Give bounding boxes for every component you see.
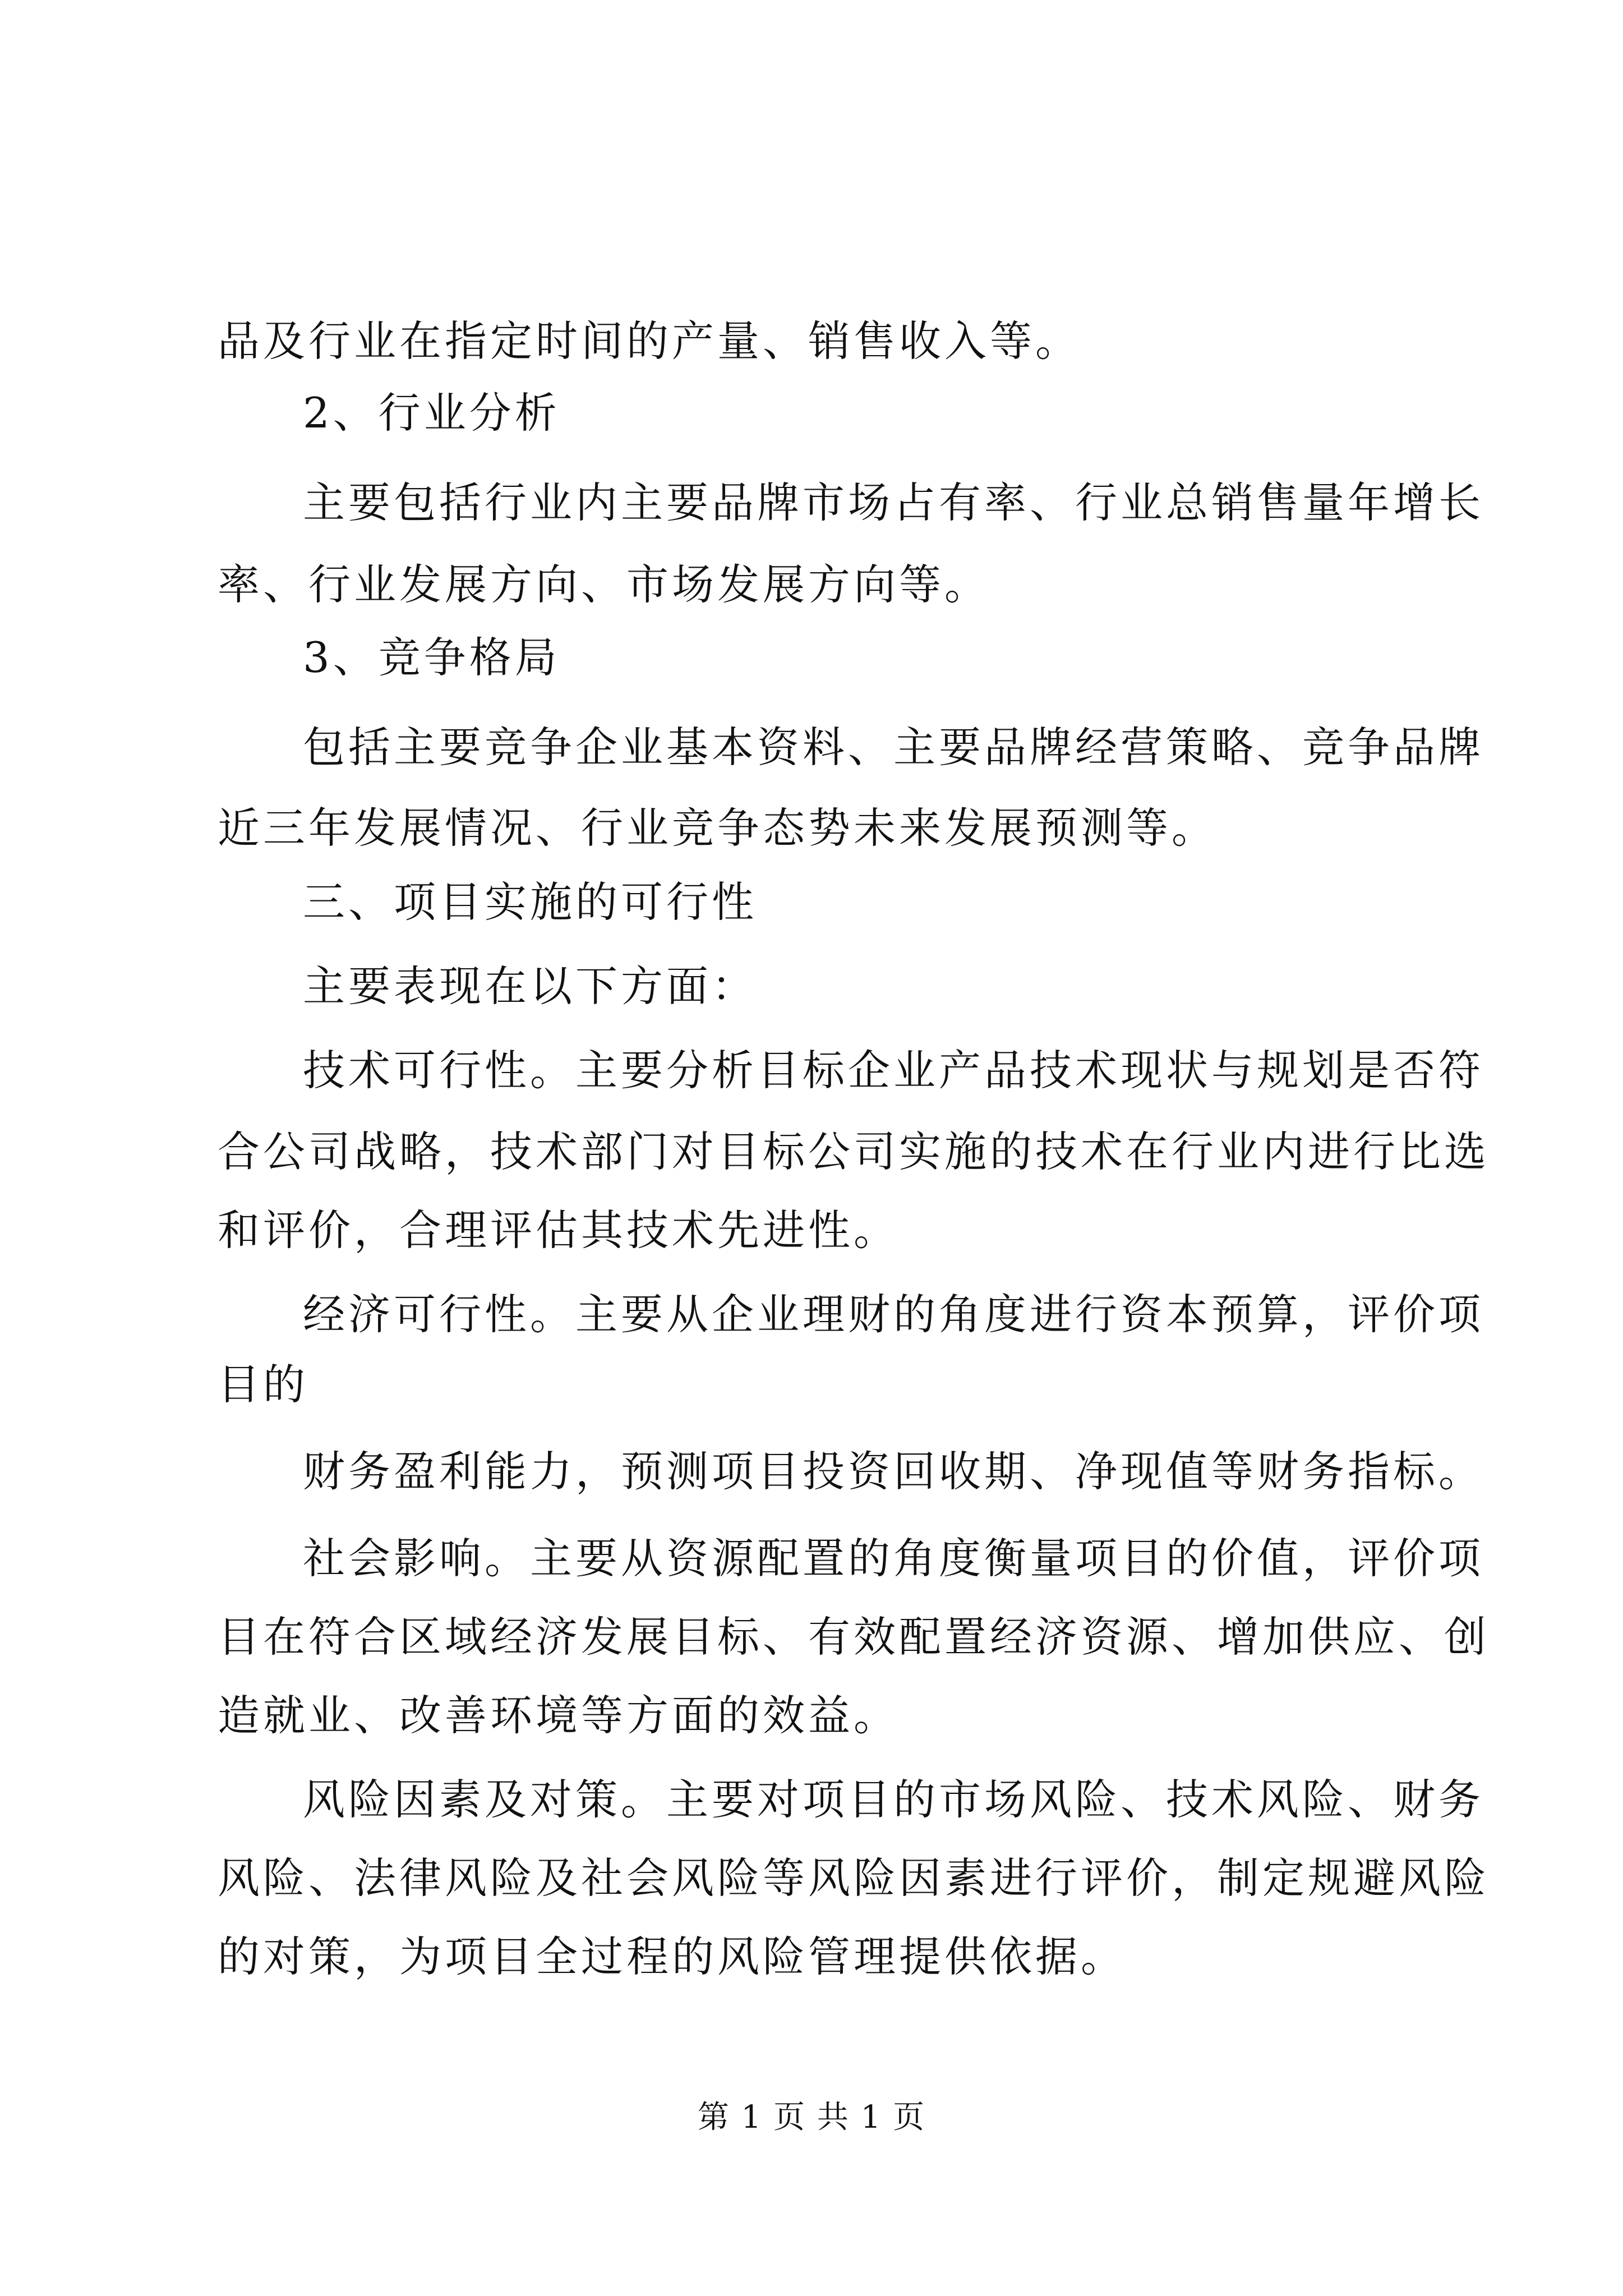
section-heading: 三、项目实施的可行性: [303, 877, 758, 927]
paragraph-line: 率、行业发展方向、市场发展方向等。: [218, 560, 990, 609]
paragraph-line: 主要包括行业内主要品牌市场占有率、行业总销售量年增长: [303, 478, 1484, 527]
paragraph-line: 包括主要竞争企业基本资料、主要品牌经营策略、竞争品牌: [303, 723, 1484, 772]
section-heading: 2、行业分析: [303, 388, 560, 438]
section-heading: 3、竞争格局: [303, 633, 560, 682]
paragraph-line: 财务盈利能力，预测项目投资回收期、净现值等财务指标。: [303, 1447, 1484, 1496]
paragraph-line: 技术可行性。主要分析目标企业产品技术现状与规划是否符: [303, 1046, 1484, 1095]
paragraph-line: 经济可行性。主要从企业理财的角度进行资本预算，评价项: [303, 1290, 1484, 1339]
paragraph-line: 目的: [218, 1360, 309, 1409]
paragraph-line: 造就业、改善环境等方面的效益。: [218, 1691, 900, 1740]
paragraph-line: 的对策，为项目全过程的风险管理提供依据。: [218, 1932, 1127, 1981]
paragraph-line: 目在符合区域经济发展目标、有效配置经济资源、增加供应、创: [218, 1612, 1490, 1662]
paragraph-line: 主要表现在以下方面：: [303, 961, 758, 1011]
paragraph-line: 品及行业在指定时间的产量、销售收入等。: [218, 316, 1081, 366]
page-footer: 第 1 页 共 1 页: [697, 2099, 926, 2136]
paragraph-line: 和评价，合理评估其技术先进性。: [218, 1205, 900, 1255]
paragraph-line: 风险、法律风险及社会风险等风险因素进行评价，制定规避风险: [218, 1853, 1490, 1903]
paragraph-line: 合公司战略，技术部门对目标公司实施的技术在行业内进行比选: [218, 1127, 1490, 1176]
paragraph-line: 近三年发展情况、行业竞争态势未来发展预测等。: [218, 803, 1218, 853]
paragraph-line: 社会影响。主要从资源配置的角度衡量项目的价值，评价项: [303, 1534, 1484, 1583]
paragraph-line: 风险因素及对策。主要对项目的市场风险、技术风险、财务: [303, 1775, 1484, 1824]
